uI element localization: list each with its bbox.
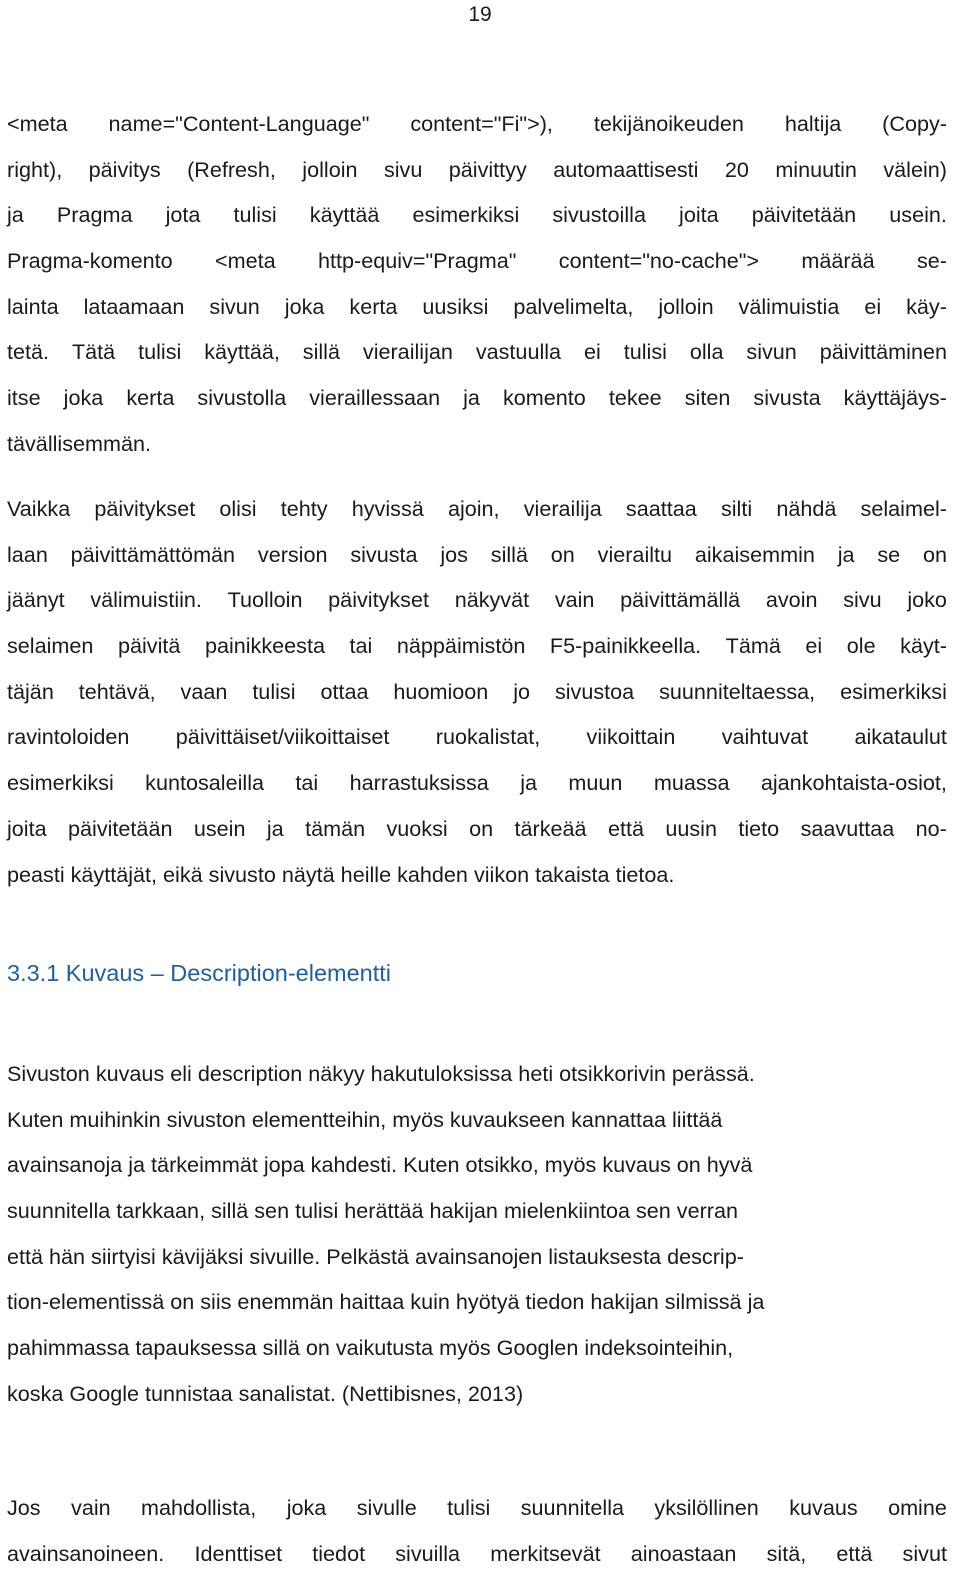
word: tärkeää	[514, 815, 587, 841]
word: esimerkiksi	[412, 202, 520, 228]
word: sivustoilla	[552, 202, 646, 228]
word: yksilöllinen	[654, 1495, 759, 1520]
word: vastuulla	[475, 339, 562, 365]
word: tieto	[738, 815, 780, 841]
word: tehtävä,	[78, 678, 156, 704]
word: content="Fi">),	[410, 111, 553, 136]
word: täjän	[7, 678, 54, 704]
word: päivittäminen	[819, 339, 947, 365]
word: Tuolloin	[227, 587, 303, 613]
word: kerta	[126, 385, 175, 411]
word: selaimel-	[860, 496, 947, 521]
word: välein)	[883, 156, 947, 182]
text-line: suunnitella tarkkaan, sillä sen tulisi herättää hakijan mielenkiintoa sen verran	[7, 1198, 738, 1224]
word: on	[550, 541, 575, 567]
page-number: 19	[468, 3, 492, 26]
word: <meta	[215, 248, 276, 274]
text-line	[7, 806, 947, 852]
word: siten	[684, 385, 731, 411]
word: välimuistiin.	[90, 587, 202, 613]
word: sillä	[490, 541, 528, 567]
word: sivu	[843, 587, 882, 613]
word: vaihtuvat	[721, 724, 809, 750]
word: F5-painikkeella.	[549, 633, 702, 659]
text-line: peasti käyttäjät, eikä sivusto näytä heille kahden viikon takaista tietoa.	[7, 861, 675, 887]
word: ole	[846, 633, 876, 659]
word: jäänyt	[7, 587, 65, 613]
word: ja	[266, 815, 284, 841]
word: käyt-	[900, 633, 947, 659]
word: ja	[837, 541, 855, 567]
word: kuntosaleilla	[145, 770, 265, 796]
word: vain	[71, 1495, 111, 1520]
word: olisi	[219, 496, 257, 521]
word: sivulle	[356, 1495, 417, 1520]
word: tai	[349, 633, 373, 659]
word: Tätä	[71, 339, 116, 365]
word: esimerkiksi	[7, 770, 114, 796]
word: vierailijan	[362, 339, 453, 365]
word: tulisi	[138, 339, 182, 365]
word: itse	[7, 385, 41, 411]
word: aikaisemmin	[694, 541, 815, 567]
word: tulisi	[447, 1495, 491, 1520]
word: päivitetään	[751, 202, 857, 228]
word: jos	[440, 541, 468, 567]
word: ja	[7, 202, 24, 228]
word: haltija	[784, 111, 842, 136]
word: tämän	[305, 815, 366, 841]
word: päivitykset	[94, 496, 196, 521]
text-line	[7, 192, 947, 238]
word: <meta	[7, 111, 68, 136]
word: Vaikka	[7, 496, 71, 521]
word: viikoittain	[586, 724, 676, 750]
word: ruokalistat,	[435, 724, 541, 750]
word: vierailija	[523, 496, 602, 521]
text-line	[7, 101, 947, 147]
word: usein	[193, 815, 246, 841]
word: vain	[554, 587, 595, 613]
word: käy-	[906, 293, 947, 319]
word: muassa	[653, 770, 730, 796]
word: se	[877, 541, 901, 567]
text-line: että hän siirtyisi kävijäksi sivuille. Pelkästä avainsanojen listauksesta descrip-	[7, 1243, 744, 1269]
text-line	[7, 669, 947, 715]
word: (Refresh,	[187, 156, 276, 182]
text-line	[7, 486, 947, 532]
section-heading: 3.3.1 Kuvaus – Description-elementti	[7, 960, 392, 986]
word: nähdä	[776, 496, 837, 521]
text-line: tävällisemmän.	[7, 430, 152, 456]
word: tai	[295, 770, 319, 796]
word: käyttäjäys-	[843, 385, 947, 411]
word: vierailtu	[597, 541, 673, 567]
word: se-	[916, 248, 947, 274]
paragraph	[7, 1051, 947, 1417]
word: Jos	[7, 1495, 41, 1520]
word: päivitetään	[68, 815, 173, 841]
text-line: Kuten muihinkin sivuston elementteihin, myös kuvaukseen kannattaa liittää	[7, 1106, 723, 1132]
word: suunniteltaessa,	[659, 678, 816, 704]
word: jolloin	[302, 156, 358, 182]
text-line	[7, 760, 947, 806]
word: Pragma	[56, 202, 133, 228]
word: joka	[63, 385, 104, 411]
word: päivitä	[117, 633, 181, 659]
word: kuvaus	[789, 1495, 858, 1520]
text-line: pahimmassa tapauksessa sillä on vaikutusta myös Googlen indeksointeihin,	[7, 1335, 734, 1361]
word: olla	[689, 339, 724, 365]
text-line	[7, 375, 947, 421]
word: vieraillessaan	[309, 385, 441, 411]
word: tekijänoikeuden	[593, 111, 744, 136]
word: Pragma-komento	[7, 248, 173, 274]
word: http-equiv="Pragma"	[318, 248, 517, 274]
paragraph	[7, 101, 947, 467]
word: sivustoa	[554, 678, 635, 704]
word: Tämä	[725, 633, 781, 659]
word: name="Content-Language"	[108, 111, 370, 136]
word: päivitykset	[328, 587, 429, 613]
word: suunnitella	[520, 1495, 624, 1520]
text-line: koska Google tunnistaa sanalistat. (Nettibisnes, 2013)	[7, 1380, 524, 1406]
word: usein.	[889, 202, 947, 228]
word: tulisi	[252, 678, 296, 704]
word: tulisi	[623, 339, 667, 365]
word: on	[469, 815, 494, 841]
word: mahdollista,	[141, 1495, 257, 1520]
word: että	[836, 1540, 873, 1566]
word: ajoin,	[447, 496, 500, 521]
word: uusin	[665, 815, 717, 841]
word: joita	[679, 202, 719, 228]
word: päivittyy	[448, 156, 527, 182]
word: päivittämättömän	[70, 541, 236, 567]
word: että	[607, 815, 644, 841]
word: hyvissä	[351, 496, 424, 521]
word: sivun	[746, 339, 797, 365]
word: lataamaan	[83, 293, 185, 319]
word: tetä.	[7, 339, 50, 365]
word: uusiksi	[422, 293, 489, 319]
word: lainta	[7, 293, 59, 319]
word: ei	[805, 633, 823, 659]
word: määrää	[801, 248, 875, 274]
word: laan	[7, 541, 48, 567]
word: no-	[915, 815, 947, 841]
text-line	[7, 329, 947, 375]
word: harrastuksissa	[349, 770, 489, 796]
word: sivusta	[350, 541, 418, 567]
word: sivustolla	[197, 385, 287, 411]
word: ajankohtaista-osiot,	[760, 770, 947, 796]
word: tiedot	[312, 1540, 366, 1566]
word: huomioon	[393, 678, 489, 704]
word: on	[922, 541, 947, 567]
word: avoin	[765, 587, 818, 613]
word: ja	[520, 770, 538, 796]
word: palvelimelta,	[513, 293, 634, 319]
word: (Copy-	[882, 111, 947, 136]
paragraph	[7, 486, 947, 897]
word: sivut	[902, 1540, 947, 1566]
word: tekee	[608, 385, 662, 411]
paragraph	[7, 1485, 947, 1576]
text-line	[7, 238, 947, 284]
word: välimuistia	[738, 293, 840, 319]
word: tulisi	[233, 202, 277, 228]
word: vaan	[180, 678, 228, 704]
word: merkitsevät	[490, 1540, 601, 1566]
word: päivittäiset/viikoittaiset	[175, 724, 390, 750]
word: painikkeesta	[204, 633, 325, 659]
word: kerta	[349, 293, 398, 319]
word: right),	[7, 156, 63, 182]
word: sitä,	[766, 1540, 807, 1566]
word: muun	[568, 770, 623, 796]
word: joita	[7, 815, 47, 841]
text-line	[7, 1485, 947, 1531]
text-line: tion-elementissä on siis enemmän haittaa kuin hyötyä tiedon hakijan silmissä ja	[7, 1289, 765, 1315]
text-line	[7, 623, 947, 669]
word: näppäimistön	[396, 633, 526, 659]
word: ei	[864, 293, 882, 319]
word: omine	[888, 1495, 947, 1520]
word: sivun	[209, 293, 260, 319]
word: 20	[724, 156, 749, 182]
word: avainsanoineen.	[7, 1540, 165, 1566]
word: automaattisesti	[553, 156, 699, 182]
text-line	[7, 1531, 947, 1577]
word: ottaa	[320, 678, 369, 704]
word: komento	[502, 385, 586, 411]
word: sivu	[383, 156, 423, 182]
word: käyttää	[309, 202, 380, 228]
text-line: avainsanoja ja tärkeimmät jopa kahdesti. Kuten otsikko, myös kuvaus on hyvä	[7, 1152, 753, 1178]
word: saattaa	[625, 496, 697, 521]
word: joko	[907, 587, 947, 613]
word: ei	[583, 339, 601, 365]
text-line	[7, 147, 947, 193]
word: näkyvät	[454, 587, 530, 613]
word: jolloin	[658, 293, 714, 319]
word: sillä	[302, 339, 340, 365]
text-line: Sivuston kuvaus eli description näkyy hakutuloksissa heti otsikkorivin perässä.	[7, 1061, 755, 1086]
word: ravintoloiden	[7, 724, 130, 750]
text-line	[7, 577, 947, 623]
word: content="no-cache">	[558, 248, 759, 274]
word: vuoksi	[386, 815, 448, 841]
word: päivittämällä	[620, 587, 741, 613]
word: tehty	[280, 496, 328, 521]
word: sivuilla	[395, 1540, 461, 1566]
word: ja	[463, 385, 480, 411]
word: ainoastaan	[630, 1540, 737, 1566]
word: jo	[513, 678, 531, 704]
word: silti	[720, 496, 753, 521]
word: selaimen	[7, 633, 94, 659]
word: joka	[286, 1495, 327, 1520]
text-line	[7, 714, 947, 760]
word: sivusta	[753, 385, 821, 411]
word: version	[257, 541, 328, 567]
word: saavuttaa	[800, 815, 895, 841]
word: minuutin	[775, 156, 857, 182]
word: Identtiset	[194, 1540, 283, 1566]
word: päivitys	[88, 156, 161, 182]
text-line	[7, 532, 947, 578]
text-line	[7, 284, 947, 330]
word: jota	[165, 202, 201, 228]
word: esimerkiksi	[840, 678, 947, 704]
word: joka	[284, 293, 325, 319]
word: aikataulut	[854, 724, 947, 750]
word: käyttää,	[204, 339, 280, 365]
